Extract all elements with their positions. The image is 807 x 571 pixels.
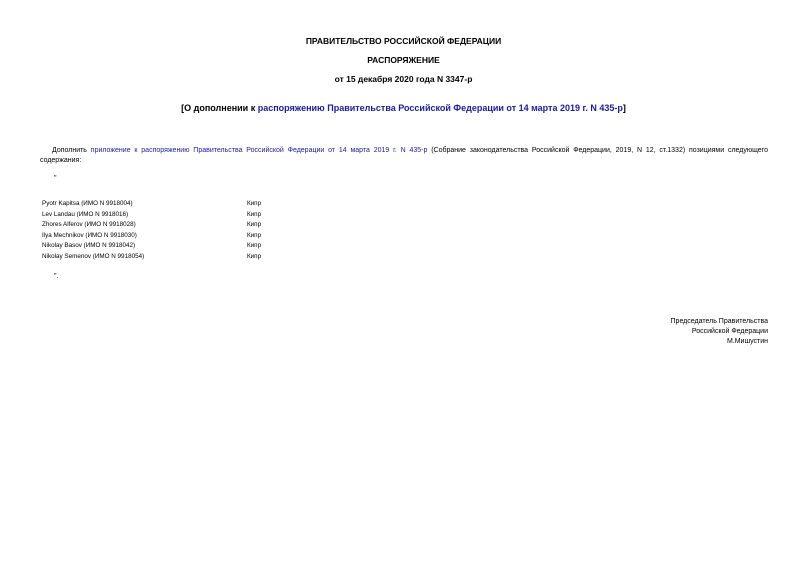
- vessel-flag: Кипр: [247, 210, 262, 218]
- vessel-name: Lev Landau (ИМО N 9918016): [42, 210, 129, 218]
- paragraph-end: (Собрание законодательства Российской Федерации, 2019, N 12, ст.1332) позициями следующего содержания:: [40, 147, 768, 164]
- appendix-link[interactable]: приложение к распоряжению Правительства Российской Федерации от 14 марта 2019 г. N 435-р: [90, 147, 428, 154]
- paragraph-start: Дополнить: [52, 147, 91, 154]
- document-type-heading: РАСПОРЯЖЕНИЕ: [367, 55, 440, 65]
- quote-close-mark: ".: [54, 273, 59, 280]
- vessel-name: Zhores Alferov (ИМО N 9918028): [42, 221, 136, 228]
- list-item: [42, 241, 302, 252]
- quote-open-mark: ": [54, 175, 57, 182]
- document-date-heading: от 15 декабря 2020 года N 3347-р: [334, 74, 473, 84]
- signature-organization: Российской Федерации: [691, 328, 768, 336]
- list-item: [42, 231, 302, 242]
- vessel-list: [42, 199, 302, 262]
- list-item: [42, 252, 302, 263]
- signature-block: [671, 317, 768, 348]
- vessel-flag: Кипр: [247, 221, 262, 228]
- subject-suffix: ]: [622, 103, 626, 113]
- vessel-name: Pyotr Kapitsa (ИМО N 9918004): [42, 200, 133, 207]
- subject-prefix: [О дополнении к: [181, 103, 258, 113]
- body-paragraph: [40, 146, 768, 166]
- vessel-name: Ilya Mechnikov (ИМО N 9918030): [42, 231, 137, 239]
- vessel-flag: Кипр: [247, 242, 262, 249]
- vessel-name: Nikolay Basov (ИМО N 9918042): [42, 242, 136, 249]
- vessel-name: Nikolay Semenov (ИМО N 9918054): [42, 252, 145, 260]
- subject-referenced-order-link[interactable]: распоряжению Правительства Российской Федерации от 14 марта 2019 г. N 435-р: [257, 103, 623, 113]
- list-item: [42, 199, 302, 210]
- vessel-flag: Кипр: [247, 252, 262, 260]
- signature-name: М.Мишустин: [726, 338, 768, 346]
- vessel-flag: Кипр: [247, 231, 262, 239]
- document-subject: [0, 103, 807, 114]
- government-heading: ПРАВИТЕЛЬСТВО РОССИЙСКОЙ ФЕДЕРАЦИИ: [305, 36, 502, 46]
- vessel-flag: Кипр: [247, 200, 262, 207]
- list-item: [42, 220, 302, 231]
- list-item: [42, 210, 302, 221]
- signature-title: Председатель Правительства: [670, 318, 768, 325]
